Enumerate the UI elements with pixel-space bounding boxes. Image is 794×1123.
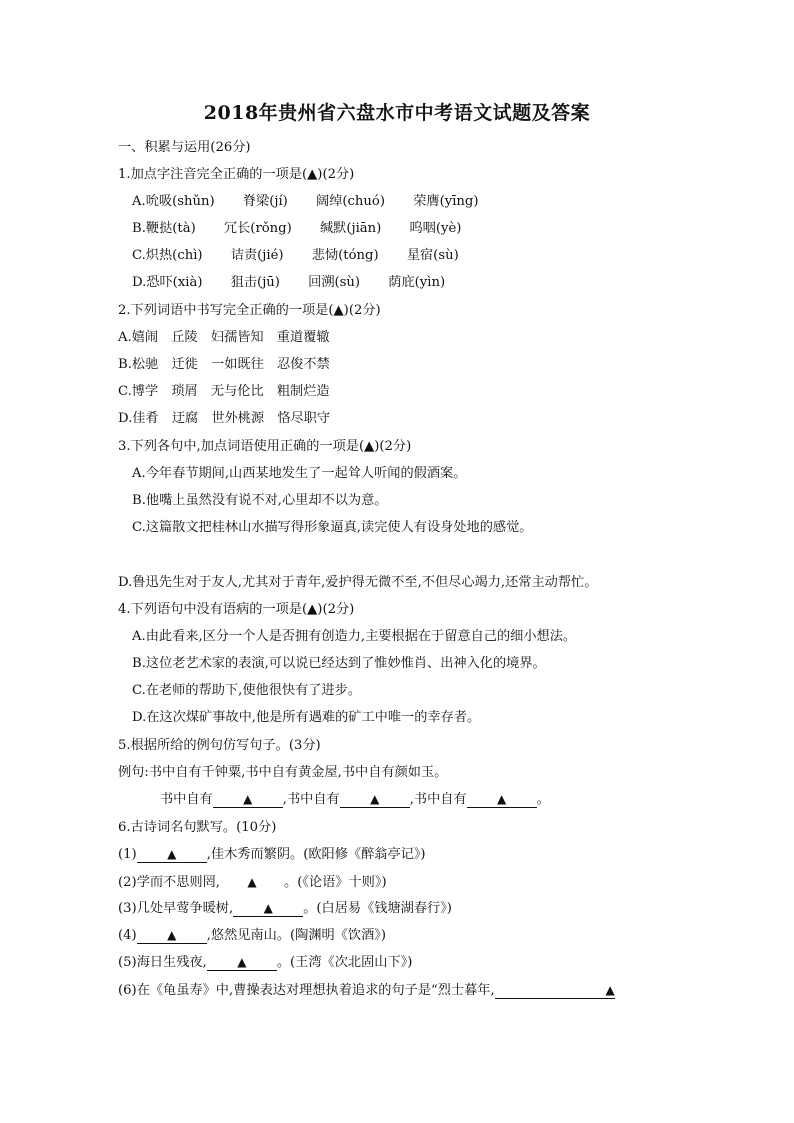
triangle-icon: ▲ bbox=[237, 955, 247, 969]
q6-item-2-after: 。(《论语》十则》) bbox=[284, 875, 387, 890]
q3-option-b: B.他嘴上虽然没有说不对,心里却不以为意。 bbox=[132, 493, 388, 508]
q5-sep-1: ,书中自有 bbox=[282, 792, 340, 807]
q6-item-3-num: (3) bbox=[118, 901, 137, 916]
q5-end: 。 bbox=[536, 792, 550, 807]
q6-item-4-after: ,悠然见南山。(陶渊明《饮酒》) bbox=[206, 928, 387, 943]
q4-option-a: A.由此看来,区分一个人是否拥有创造力,主要根据在于留意自己的细小想法。 bbox=[132, 629, 577, 644]
q1-option-b bbox=[132, 220, 485, 238]
triangle-icon: ▲ bbox=[605, 983, 615, 997]
q1-c-1: C.炽热(chì) bbox=[132, 248, 203, 263]
q1-option-d bbox=[132, 274, 469, 292]
q5-answer-line bbox=[160, 791, 550, 809]
q1-b-2: 冗长(rǒng) bbox=[223, 221, 292, 236]
triangle-icon: ▲ bbox=[247, 875, 257, 889]
q4-stem: 4.下列语句中没有语病的一项是(▲)(2分) bbox=[118, 602, 355, 617]
q6-item-1-num: (1) bbox=[118, 847, 137, 862]
q1-a-2: 脊梁(jí) bbox=[242, 194, 288, 209]
q3-option-a: A.今年春节期间,山西某地发生了一起耸人听闻的假酒案。 bbox=[132, 466, 467, 481]
q5-sep-2: ,书中自有 bbox=[409, 792, 467, 807]
q6-item-2 bbox=[118, 873, 387, 892]
q6-item-6 bbox=[118, 982, 615, 1000]
triangle-icon: ▲ bbox=[167, 928, 177, 942]
q2-option-c: C.博学 琐屑 无与伦比 粗制烂造 bbox=[118, 384, 330, 399]
q1-c-2: 诘责(jié) bbox=[230, 248, 284, 263]
q5-lead: 书中自有 bbox=[160, 792, 213, 807]
q5-blank-1[interactable] bbox=[213, 792, 283, 808]
q1-d-1: D.恐吓(xià) bbox=[132, 275, 203, 290]
section-heading: 一、积累与运用(26分) bbox=[118, 140, 251, 155]
q6-item-5-after: 。(王湾《次北固山下》) bbox=[276, 955, 413, 970]
q1-option-a bbox=[132, 193, 503, 211]
q1-b-1: B.鞭挞(tà) bbox=[132, 221, 196, 236]
q1-b-4: 呜咽(yè) bbox=[409, 221, 462, 236]
q5-blank-2[interactable] bbox=[340, 792, 410, 808]
q1-c-4: 星宿(sù) bbox=[406, 248, 459, 263]
q4-option-b: B.这位老艺术家的表演,可以说已经达到了惟妙惟肖、出神入化的境界。 bbox=[132, 656, 546, 671]
q1-d-2: 狙击(jū) bbox=[230, 275, 280, 290]
q5-blank-3[interactable] bbox=[467, 792, 537, 808]
q6-item-5-num: (5) bbox=[118, 955, 137, 970]
q6-item-3 bbox=[118, 900, 452, 918]
q3-stem: 3.下列各句中,加点词语使用正确的一项是(▲)(2分) bbox=[118, 439, 412, 454]
q1-stem: 1.加点字注音完全正确的一项是(▲)(2分) bbox=[118, 167, 355, 182]
q2-option-d: D.佳肴 迂腐 世外桃源 恪尽职守 bbox=[118, 411, 331, 426]
triangle-icon: ▲ bbox=[167, 847, 177, 861]
q6-item-1-after: ,佳木秀而繁阴。(欧阳修《醉翁亭记》) bbox=[206, 847, 426, 862]
q1-a-4: 荣膺(yīng) bbox=[413, 194, 479, 209]
q3-option-d: D.鲁迅先生对于友人,尤其对于青年,爱护得无微不至,不但尽心竭力,还常主动帮忙。 bbox=[118, 575, 598, 590]
q1-option-c bbox=[132, 247, 483, 265]
triangle-icon: ▲ bbox=[370, 792, 380, 806]
q3-option-c: C.这篇散文把桂林山水描写得形象逼真,读完使人有设身处地的感觉。 bbox=[132, 520, 533, 535]
q1-d-3: 回溯(sù) bbox=[308, 275, 361, 290]
q5-example: 例句:书中自有千钟粟,书中自有黄金屋,书中自有颜如玉。 bbox=[118, 765, 448, 780]
q6-item-3-after: 。(白居易《钱塘湖春行》) bbox=[303, 901, 452, 916]
q6-item-3-before: 几处早莺争暖树, bbox=[136, 901, 234, 916]
triangle-icon: ▲ bbox=[497, 792, 507, 806]
q6-item-2-blank[interactable] bbox=[220, 873, 284, 892]
q6-item-6-before: 在《龟虽寿》中,曹操表达对理想执着追求的句子是“烈士暮年, bbox=[136, 983, 495, 998]
q1-a-3: 阔绰(chuó) bbox=[316, 194, 386, 209]
q4-option-c: C.在老师的帮助下,使他很快有了进步。 bbox=[132, 683, 362, 698]
q4-option-d: D.在这次煤矿事故中,他是所有遇难的矿工中唯一的幸存者。 bbox=[132, 710, 481, 725]
q6-item-2-before: 学而不思则罔, bbox=[136, 875, 221, 890]
q6-item-5-before: 海日生残夜, bbox=[136, 955, 207, 970]
q2-option-a: A.嬉闹 丘陵 妇孺皆知 重道覆辙 bbox=[118, 330, 330, 345]
q2-stem: 2.下列词语中书写完全正确的一项是(▲)(2分) bbox=[118, 303, 381, 318]
q6-item-5 bbox=[118, 954, 412, 972]
q6-item-6-num: (6) bbox=[118, 983, 137, 998]
q6-item-4-num: (4) bbox=[118, 928, 137, 943]
q5-stem: 5.根据所给的例句仿写句子。(3分) bbox=[118, 738, 321, 753]
q1-c-3: 悲恸(tóng) bbox=[311, 248, 379, 263]
triangle-icon: ▲ bbox=[263, 901, 273, 915]
q6-item-1-blank[interactable] bbox=[137, 847, 207, 863]
q1-d-4: 荫庇(yìn) bbox=[388, 275, 446, 290]
q1-b-3: 缄默(jiān) bbox=[319, 221, 382, 236]
q2-option-b: B.松驰 迁徙 一如既往 忍俊不禁 bbox=[118, 357, 330, 372]
q6-item-4-blank[interactable] bbox=[137, 928, 207, 944]
q6-item-2-num: (2) bbox=[118, 875, 137, 890]
page-title: 2018年贵州省六盘水市中考语文试题及答案 bbox=[203, 102, 591, 124]
q6-item-3-blank[interactable] bbox=[233, 901, 303, 917]
q1-a-1: A.吮吸(shǔn) bbox=[132, 194, 215, 209]
triangle-icon: ▲ bbox=[243, 792, 253, 806]
q6-item-4 bbox=[118, 927, 386, 945]
q6-item-5-blank[interactable] bbox=[207, 955, 277, 971]
q6-item-6-blank[interactable] bbox=[495, 983, 615, 999]
q6-item-1 bbox=[118, 846, 426, 864]
q6-stem: 6.古诗词名句默写。(10分) bbox=[118, 820, 277, 835]
